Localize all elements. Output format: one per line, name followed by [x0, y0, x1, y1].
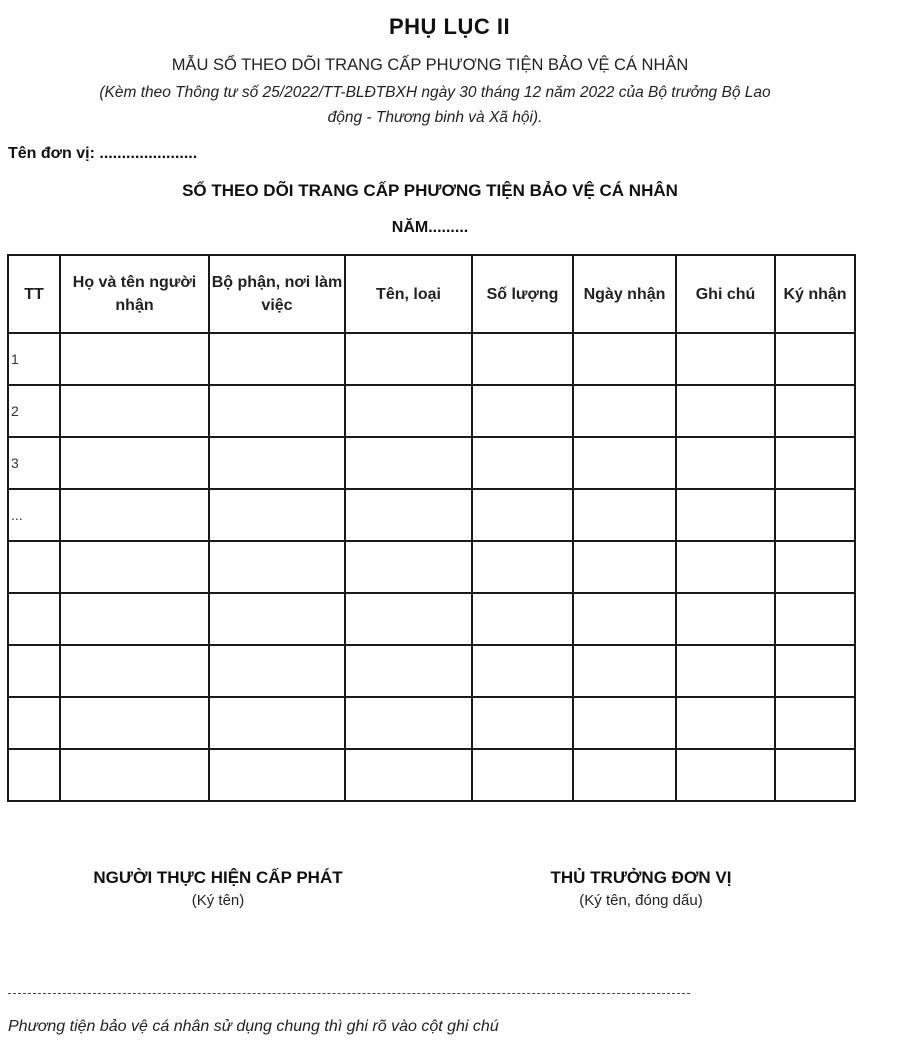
row-number-cell: ...: [8, 489, 60, 541]
table-row: [8, 749, 855, 801]
table-cell: [573, 749, 676, 801]
row-number-cell: [8, 645, 60, 697]
table-cell: [345, 489, 472, 541]
table-cell: [345, 593, 472, 645]
table-cell: [472, 333, 573, 385]
head-sign-note: (Ký tên, đóng dấu): [579, 892, 703, 909]
header-signature: Ký nhận: [775, 255, 855, 333]
table-cell: [209, 333, 345, 385]
table-cell: [573, 385, 676, 437]
table-cell: [775, 749, 855, 801]
attachment-line-2: động - Thương binh và Xã hội).: [327, 109, 543, 126]
table-cell: [60, 489, 209, 541]
table-cell: [345, 645, 472, 697]
table-cell: [676, 645, 775, 697]
header-date-received: Ngày nhận: [573, 255, 676, 333]
table-cell: [676, 749, 775, 801]
head-signature-block: [480, 868, 802, 909]
table-cell: [209, 541, 345, 593]
footnote-divider: [8, 993, 690, 994]
row-number-cell: [8, 593, 60, 645]
table-cell: [345, 749, 472, 801]
table-header-row: [8, 255, 855, 333]
table-cell: [775, 593, 855, 645]
issuer-role: NGƯỜI THỰC HIỆN CẤP PHÁT: [93, 868, 343, 887]
head-role: THỦ TRƯỞNG ĐƠN VỊ: [550, 868, 732, 887]
table-cell: [209, 437, 345, 489]
table-cell: [573, 333, 676, 385]
table-cell: [472, 541, 573, 593]
row-number-cell: 3: [8, 437, 60, 489]
table-cell: [472, 749, 573, 801]
table-cell: [573, 489, 676, 541]
table-cell: [676, 541, 775, 593]
row-number-cell: 1: [8, 333, 60, 385]
table-body: [8, 333, 855, 801]
issuer-sign-note: (Ký tên): [191, 892, 245, 909]
header-recipient-name: Họ và tên người nhận: [60, 255, 209, 333]
table-cell: [775, 645, 855, 697]
table-cell: [676, 489, 775, 541]
table-row: [8, 697, 855, 749]
table-cell: [60, 749, 209, 801]
table-cell: [345, 697, 472, 749]
table-cell: [573, 541, 676, 593]
table-cell: [345, 437, 472, 489]
table-row: [8, 385, 855, 437]
table-cell: [676, 697, 775, 749]
table-cell: [472, 489, 573, 541]
table-cell: [775, 489, 855, 541]
header-quantity: Số lượng: [472, 255, 573, 333]
table-cell: [209, 593, 345, 645]
table-cell: [60, 333, 209, 385]
table-cell: [775, 697, 855, 749]
table-row: [8, 333, 855, 385]
table-cell: [209, 697, 345, 749]
attachment-line-1: (Kèm theo Thông tư số 25/2022/TT-BLĐTBXH ngày 30 tháng 12 năm 2022 của Bộ trưởng Bộ Lao: [99, 84, 771, 101]
row-number-cell: [8, 541, 60, 593]
table-cell: [676, 593, 775, 645]
table-cell: [676, 333, 775, 385]
table-cell: [209, 749, 345, 801]
table-cell: [676, 385, 775, 437]
table-cell: [209, 489, 345, 541]
attachment-note: [10, 80, 860, 130]
table-cell: [472, 385, 573, 437]
row-number-cell: [8, 749, 60, 801]
table-cell: [775, 541, 855, 593]
table-cell: [60, 697, 209, 749]
table-cell: [60, 437, 209, 489]
table-cell: [573, 697, 676, 749]
table-cell: [60, 385, 209, 437]
table-cell: [573, 645, 676, 697]
table-row: [8, 541, 855, 593]
table-cell: [60, 645, 209, 697]
issuance-table: [7, 254, 856, 802]
table-row: [8, 437, 855, 489]
table-cell: [775, 333, 855, 385]
table-cell: [775, 437, 855, 489]
table-cell: [573, 593, 676, 645]
table-cell: [345, 333, 472, 385]
table-row: [8, 489, 855, 541]
table-cell: [472, 697, 573, 749]
table-row: [8, 645, 855, 697]
row-number-cell: 2: [8, 385, 60, 437]
table-cell: [472, 437, 573, 489]
table-cell: [60, 593, 209, 645]
table-cell: [775, 385, 855, 437]
table-cell: [209, 385, 345, 437]
header-department: Bộ phận, nơi làm việc: [209, 255, 345, 333]
table-cell: [472, 645, 573, 697]
header-notes: Ghi chú: [676, 255, 775, 333]
issuer-signature-block: [58, 868, 378, 909]
table-cell: [60, 541, 209, 593]
header-item-type: Tên, loại: [345, 255, 472, 333]
unit-name-field: Tên đơn vị: ......................: [8, 145, 198, 162]
table-cell: [472, 593, 573, 645]
table-row: [8, 593, 855, 645]
book-title: SỔ THEO DÕI TRANG CẤP PHƯƠNG TIỆN BẢO VỆ CÁ NHÂN: [182, 181, 678, 200]
table-cell: [676, 437, 775, 489]
year-field: NĂM.........: [391, 219, 469, 236]
appendix-title: PHỤ LỤC II: [388, 14, 511, 39]
table-cell: [573, 437, 676, 489]
header-tt: TT: [8, 255, 60, 333]
table-cell: [345, 385, 472, 437]
table-cell: [209, 645, 345, 697]
row-number-cell: [8, 697, 60, 749]
table-cell: [345, 541, 472, 593]
form-subtitle: MẪU SỔ THEO DÕI TRANG CẤP PHƯƠNG TIỆN BẢO VỆ CÁ NHÂN: [171, 56, 689, 74]
footnote-text: Phương tiện bảo vệ cá nhân sử dụng chung thì ghi rõ vào cột ghi chú: [8, 1018, 499, 1035]
